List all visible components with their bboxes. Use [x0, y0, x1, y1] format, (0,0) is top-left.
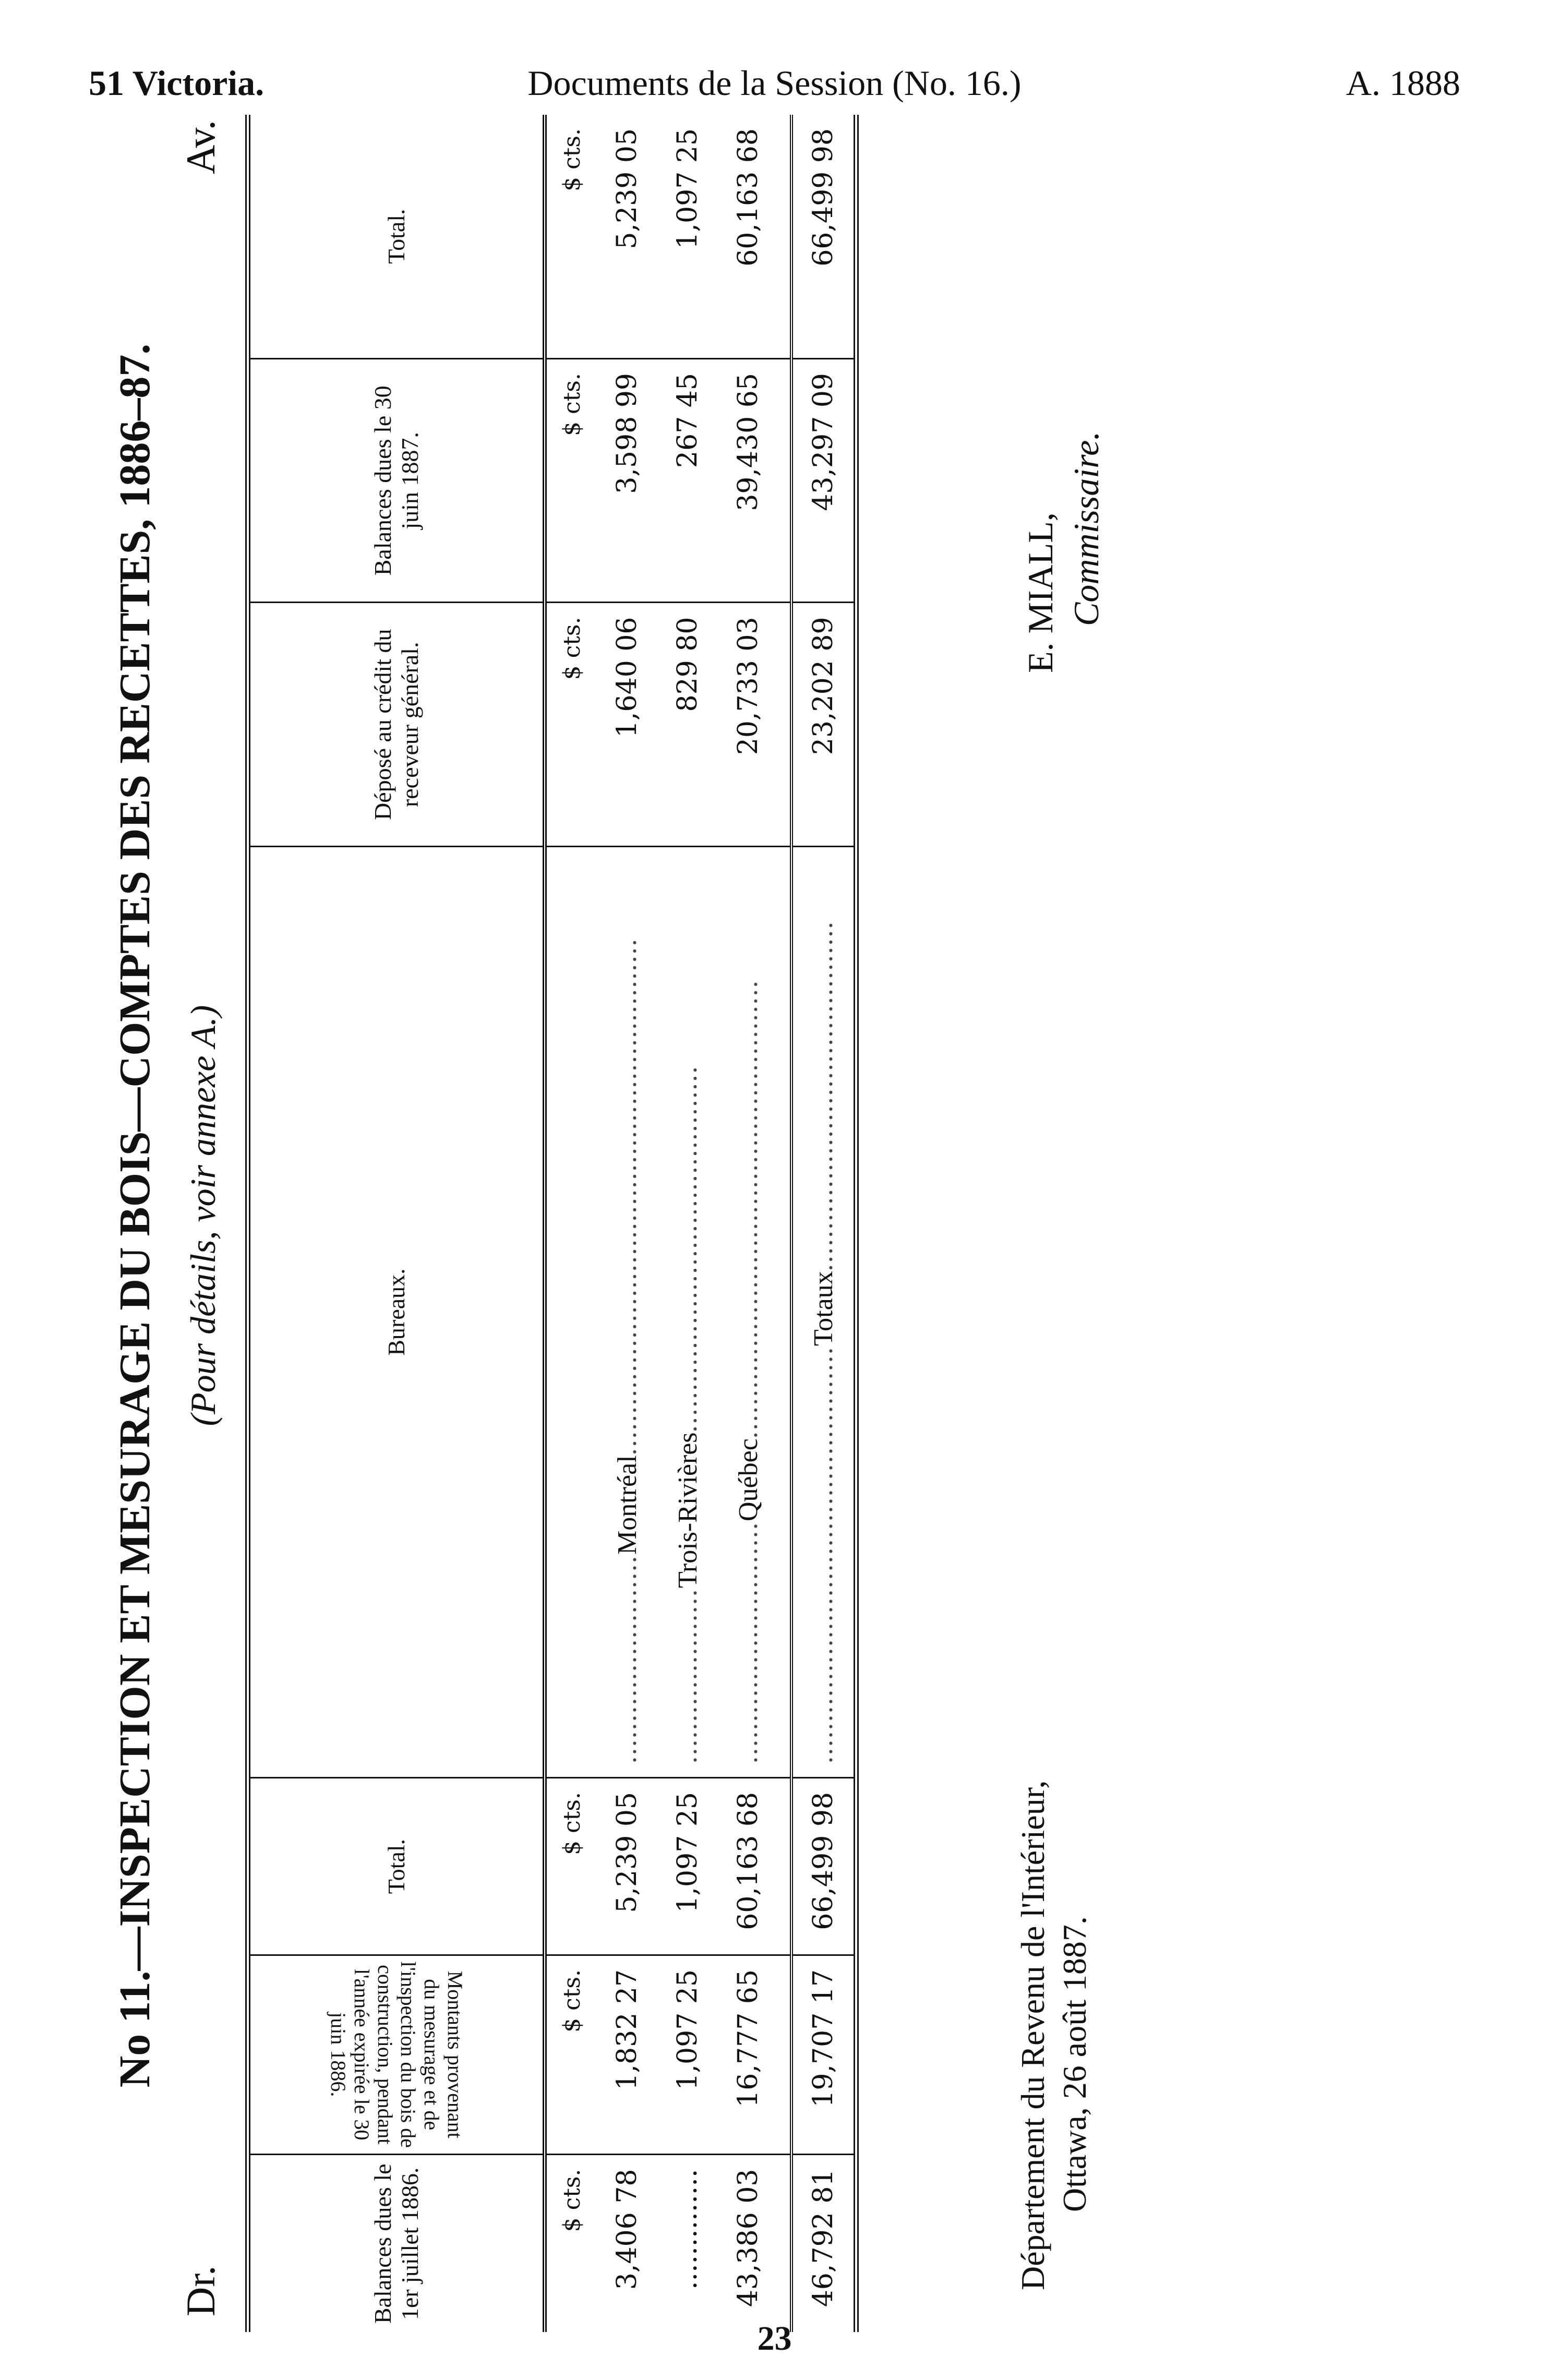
- signature-name: E. MIALL,: [1020, 512, 1060, 673]
- place-date: Ottawa, 26 août 1887.: [1056, 1916, 1093, 2212]
- running-head-right: A. 1888: [1346, 63, 1460, 103]
- col-balances-1886: Balances dues le 1er juillet 1886.: [250, 2155, 545, 2332]
- cell-bureau: .........................Montréal..............................................................: [597, 847, 657, 1778]
- totals-row: [791, 115, 854, 2332]
- department-name: Département du Revenu de l'Intérieur,: [1014, 1780, 1051, 2290]
- signature-block: [1017, 431, 1110, 673]
- cell-total-dr: 5,239 05: [597, 1778, 657, 1955]
- col-depose: Déposé au crédit du receveur général.: [250, 603, 545, 847]
- cell-total-dr: 60,163 68: [718, 1778, 791, 1955]
- col-total-dr: Total.: [250, 1778, 545, 1955]
- cell-balance-1887: 39,430 65: [718, 359, 791, 603]
- totals-label: Totaux: [808, 1271, 838, 1346]
- col-montants-label: Montants provenant du mesurage et de l'inspection du bois de construction, pendant l'année expirée le 30 juin 1886.: [327, 1962, 467, 2148]
- total-montant: 19,707 17: [791, 1955, 854, 2155]
- table-row: [718, 115, 791, 2332]
- table-row: [657, 115, 718, 2332]
- bureau-name: Montréal: [612, 1455, 642, 1555]
- unit-cell: $ cts.: [545, 1955, 597, 2155]
- col-bureaux: Bureaux.: [250, 847, 545, 1778]
- debit-label: Dr.: [178, 2265, 223, 2316]
- units-row: [545, 115, 597, 2332]
- cell-total-av: 5,239 05: [597, 115, 657, 359]
- cell-depose: 20,733 03: [718, 603, 791, 847]
- signature-title: Commissaire.: [1066, 431, 1107, 626]
- cell-total-av: 60,163 68: [718, 115, 791, 359]
- rotated-content: [78, 99, 1529, 2332]
- receipts-table: [245, 115, 859, 2332]
- page-title: No 11.—INSPECTION ET MESURAGE DU BOIS—COMPTES DES RECETTES, 1886–87.: [111, 343, 159, 2088]
- cell-bureau: .............................Québec.......................................................: [718, 847, 791, 1778]
- header-row: [250, 115, 545, 2332]
- unit-cell: $ cts.: [545, 1778, 597, 1955]
- unit-cell: $ cts.: [545, 603, 597, 847]
- running-head-center: Documents de la Session (No. 16.): [527, 63, 1022, 103]
- cell-balance-1887: 267 45: [657, 359, 718, 603]
- unit-cell: $ cts.: [545, 359, 597, 603]
- department-block: [1012, 1781, 1096, 2290]
- running-head-left: 51 Victoria.: [89, 63, 265, 103]
- table-row: [597, 115, 657, 2332]
- col-total-av: Total.: [250, 115, 545, 359]
- total-total-dr: 66,499 98: [791, 1778, 854, 1955]
- total-balance-1886: 46,792 81: [791, 2155, 854, 2332]
- cell-balance-1887: 3,598 99: [597, 359, 657, 603]
- cell-total-dr: 1,097 25: [657, 1778, 718, 1955]
- cell-bureau: .....................Trois-Rivières............................................: [657, 847, 718, 1778]
- unit-cell: [545, 847, 597, 1778]
- cell-balance-1886: 43,386 03: [733, 2169, 764, 2307]
- unit-cell: $ cts.: [545, 115, 597, 359]
- col-balances-1887: Balances dues le 30 juin 1887.: [250, 359, 545, 603]
- total-balance-1887: 43,297 09: [791, 359, 854, 603]
- cell-montant: 1,832 27: [597, 1955, 657, 2155]
- col-montants: [250, 1955, 545, 2155]
- credit-label: Av.: [178, 120, 223, 174]
- unit-cell: $ cts.: [558, 2169, 585, 2232]
- cell-depose: 1,640 06: [597, 603, 657, 847]
- cell-depose: 829 80: [657, 603, 718, 847]
- cell-total-av: 1,097 25: [657, 115, 718, 359]
- cell-montant: 1,097 25: [657, 1955, 718, 2155]
- total-total-av: 66,499 98: [791, 115, 854, 359]
- page-subtitle: (Pour détails, voir annexe A.): [183, 1005, 223, 1426]
- page-number: 23: [757, 2319, 792, 2358]
- bureau-name: Trois-Rivières: [673, 1432, 703, 1588]
- cell-balance-1886: 3,406 78: [611, 2169, 643, 2290]
- bureau-name: Québec: [733, 1438, 763, 1521]
- total-bureau: ..................................................Totaux..........................................: [791, 847, 854, 1778]
- cell-montant: 16,777 65: [718, 1955, 791, 2155]
- total-depose: 23,202 89: [791, 603, 854, 847]
- cell-balance-1886: ..............: [672, 2169, 703, 2290]
